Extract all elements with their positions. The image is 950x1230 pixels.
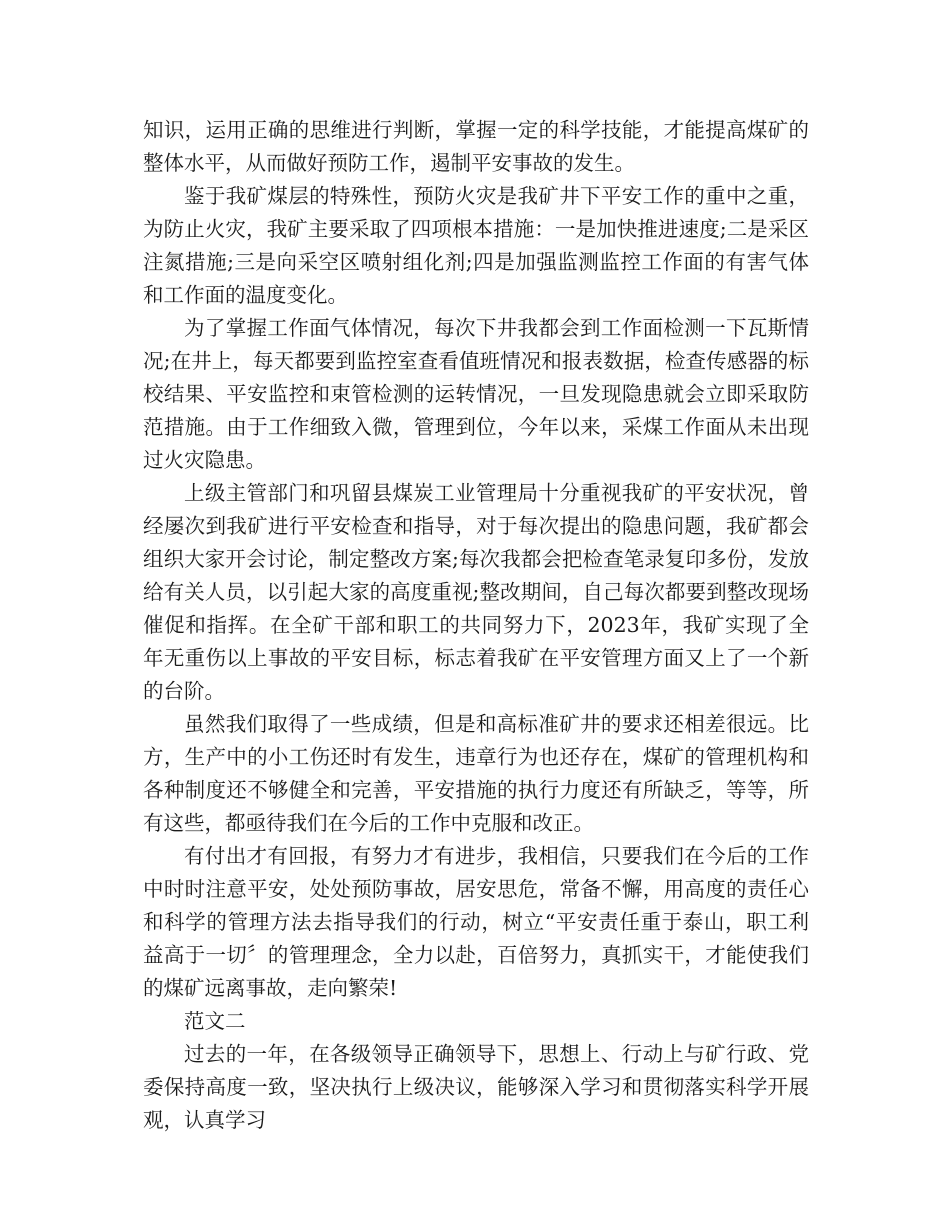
paragraph-inspections: 上级主管部门和巩留县煤炭工业管理局十分重视我矿的平安状况，曾经屡次到我矿进行平安检查和指导，对于每次提出的隐患问题，我矿都会组织大家开会讨论，制定整改方案;每次我都会把检查笔录复印多份，发放给有关人员，以引起大家的高度重视;整改期间，自己每次都要到整改现场催促和指挥。在全矿干部和职工的共同努力下，2023年，我矿实现了全年无重伤以上事故的平安目标，标志着我矿在平安管理方面又上了一个新的台阶。	[143, 481, 809, 703]
paragraph-shortcomings: 虽然我们取得了一些成绩，但是和高标准矿井的要求还相差很远。比方，生产中的小工伤还时有发生，违章行为也还存在，煤矿的管理机构和各种制度还不够健全和完善，平安措施的执行力度还有所缺乏，等等，所有这些，都亟待我们在今后的工作中克服和改正。	[143, 712, 809, 835]
paragraph-fire-prevention: 鉴于我矿煤层的特殊性，预防火灾是我矿井下平安工作的重中之重，为防止火灾，我矿主要采取了四项根本措施：一是加快推进速度;二是采区注氮措施;三是向采空区喷射组化剂;四是加强监测监控工作面的有害气体和工作面的温度变化。	[143, 184, 809, 307]
paragraph-gas-monitoring: 为了掌握工作面气体情况，每次下井我都会到工作面检测一下瓦斯情况;在井上，每天都要到监控室查看值班情况和报表数据，检查传感器的标校结果、平安监控和束管检测的运转情况，一旦发现隐患就会立即采取防范措施。由于工作细致入微，管理到位，今年以来，采煤工作面从未出现过火灾隐患。	[143, 316, 809, 472]
paragraph-conclusion: 有付出才有回报，有努力才有进步，我相信，只要我们在今后的工作中时时注意平安，处处预防事故，居安思危，常备不懈，用高度的责任心和科学的管理方法去指导我们的行动，树立“平安责任重于泰山，职工利益高于一切〞的管理理念，全力以赴，百倍努力，真抓实干，才能使我们的煤矿远离事故，走向繁荣!	[143, 844, 809, 1000]
paragraph-continued: 知识，运用正确的思维进行判断，掌握一定的科学技能，才能提高煤矿的整体水平，从而做好预防工作，遏制平安事故的发生。	[143, 118, 809, 175]
document-body	[143, 114, 809, 1137]
paragraph-sample-two-intro: 过去的一年，在各级领导正确领导下，思想上、行动上与矿行政、党委保持高度一致，坚决执行上级决议，能够深入学习和贯彻落实科学开展观，认真学习	[143, 1042, 809, 1132]
section-heading-sample-two: 范文二	[184, 1009, 246, 1033]
